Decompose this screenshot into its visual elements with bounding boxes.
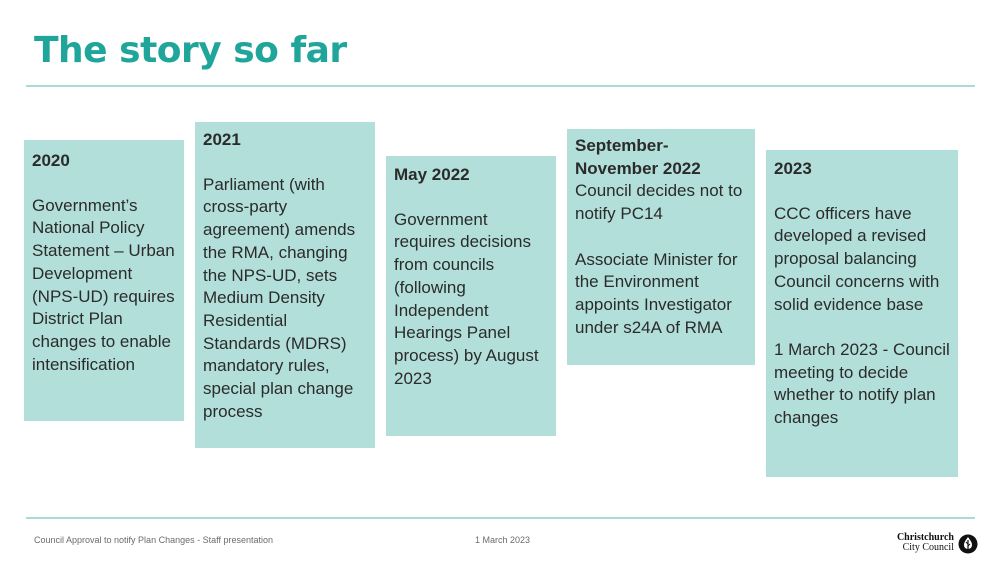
timeline-card-year: 2021 xyxy=(203,130,241,149)
footer-presentation-title: Council Approval to notify Plan Changes - Staff presentation xyxy=(34,535,273,545)
timeline-card-text: Parliament (with cross-party agreement) amends the RMA, changing the NPS-UD, sets Medium Density Residential Standards (MDRS) mandatory rules, special plan change process xyxy=(203,174,356,421)
timeline-card-2020 xyxy=(24,140,184,421)
timeline-card-text: Council decides not to notify PC14 Associate Minister for the Environment appoints Investigator under s24A of RMA xyxy=(575,181,743,337)
christchurch-city-council-logo xyxy=(892,533,978,555)
timeline-card-year: 2023 xyxy=(774,159,812,178)
logo-wordmark xyxy=(897,533,954,553)
timeline-card-2021 xyxy=(195,122,375,448)
timeline-card-2023 xyxy=(766,150,958,477)
title-divider xyxy=(26,85,975,87)
timeline-card-year: September-November 2022 xyxy=(575,136,701,178)
footer-date: 1 March 2023 xyxy=(475,535,531,545)
council-emblem-icon xyxy=(958,534,978,554)
timeline-card-may-2022 xyxy=(386,156,556,436)
logo-line-2: City Council xyxy=(902,542,954,553)
timeline-card-year: 2020 xyxy=(32,151,70,170)
logo-line-1: Christchurch xyxy=(896,532,954,543)
timeline-card-text: CCC officers have developed a revised proposal balancing Council concerns with solid evidence base 1 March 2023 - Council meeting to decide whether to notify plan changes xyxy=(774,203,950,428)
timeline-card-text: Government requires decisions from councils (following Independent Hearings Panel process) by August 2023 xyxy=(394,209,539,388)
footer-divider xyxy=(26,517,975,519)
slide-title: The story so far xyxy=(34,30,347,71)
timeline-card-text: Government’s National Policy Statement – Urban Development (NPS-UD) requires District Plan changes to enable intensification xyxy=(32,195,175,374)
timeline-card-sep-nov-2022 xyxy=(567,129,755,365)
timeline-card-year: May 2022 xyxy=(394,165,470,184)
